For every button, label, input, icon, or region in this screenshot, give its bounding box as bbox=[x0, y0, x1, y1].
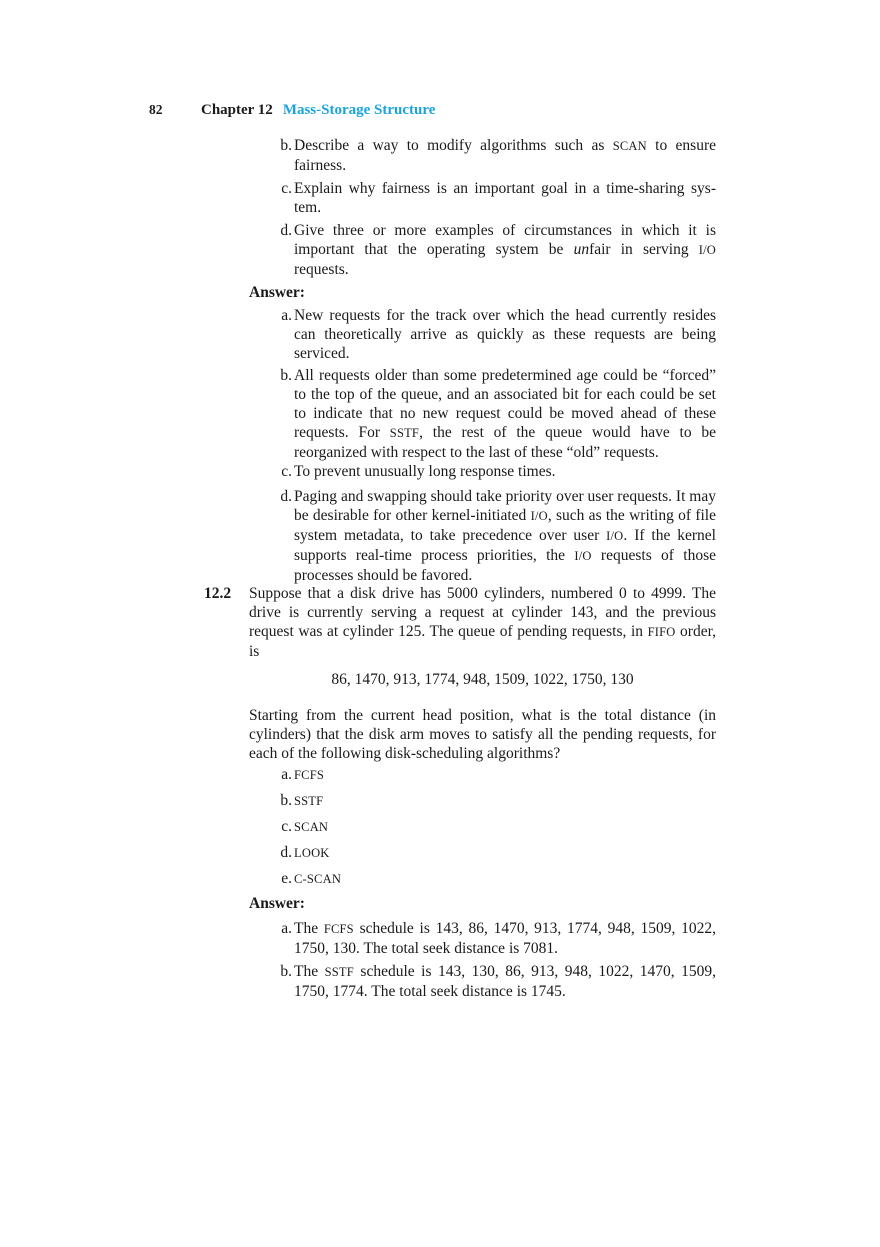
page-number: 82 bbox=[149, 102, 163, 117]
question-item-d: d. Give three or more examples of circumstances in which it is important that the operating system be unfair in serving I/O requests. bbox=[280, 222, 716, 278]
option-e: e. C-SCAN bbox=[281, 870, 342, 887]
question-number: 12.2 bbox=[204, 585, 232, 602]
answer-item-b: b. All requests older than some predetermined age could be “forced” to the top of the queue, and an associated bit for each could be set to indicate that no new request could be moved ahead of these requests. For SSTF, the rest of the queue would have to be reorganized with respect to the last of these “old” requests. bbox=[280, 367, 716, 461]
question-12-2: 12.2 Suppose that a disk drive has 5000 cylinders, numbered 0 to 4999. The drive is currently serving a request at cylinder 143, and the previous request was at cylinder 125. The queue of pending requests, in FIFO order, is bbox=[204, 585, 716, 660]
chapter-label: Chapter 12 bbox=[201, 102, 273, 118]
question-item-b: b. Describe a way to modify algorithms such as SCAN to ensure fairness. bbox=[280, 137, 716, 174]
request-sequence: 86, 1470, 913, 1774, 948, 1509, 1022, 1750, 130 bbox=[331, 671, 634, 688]
option-c: c. SCAN bbox=[281, 818, 329, 835]
page-header bbox=[149, 100, 435, 120]
option-a: a. FCFS bbox=[281, 766, 324, 783]
option-d: d. LOOK bbox=[280, 844, 330, 861]
answer2-item-b: b. The SSTF schedule is 143, 130, 86, 913, 948, 1022, 1470, 1509, 1750, 1774. The total seek distance is 1745. bbox=[280, 963, 716, 1000]
answer-item-a: a. New requests for the track over which the head currently resides can theoretically arrive as quickly as these requests are being serviced. bbox=[281, 307, 716, 362]
answer-item-c: c. To prevent unusually long response times. bbox=[281, 463, 556, 480]
answer-heading-2: Answer: bbox=[249, 895, 305, 912]
answer2-item-a: a. The FCFS schedule is 143, 86, 1470, 913, 1774, 948, 1509, 1022, 1750, 130. The total seek distance is 7081. bbox=[281, 920, 716, 957]
question-prompt: Starting from the current head position, what is the total distance (in cylinders) that the disk arm moves to satisfy all the pending requests, for each of the following disk-scheduling algorithms? bbox=[249, 707, 716, 762]
answer-item-d: d. Paging and swapping should take priority over user requests. It may be desirable for other kernel-initiated I/O, such as the writing of file system metadata, to take precedence over user I/O. If the kernel supports real-time process priorities, the I/O requests of those processes should be favored. bbox=[280, 488, 716, 584]
chapter-title: Mass-Storage Structure bbox=[282, 102, 436, 118]
option-b: b. SSTF bbox=[280, 792, 324, 809]
question-item-c: c. Explain why fairness is an important goal in a time-sharing sys-tem. bbox=[281, 180, 716, 216]
answer-heading: Answer: bbox=[249, 284, 305, 301]
